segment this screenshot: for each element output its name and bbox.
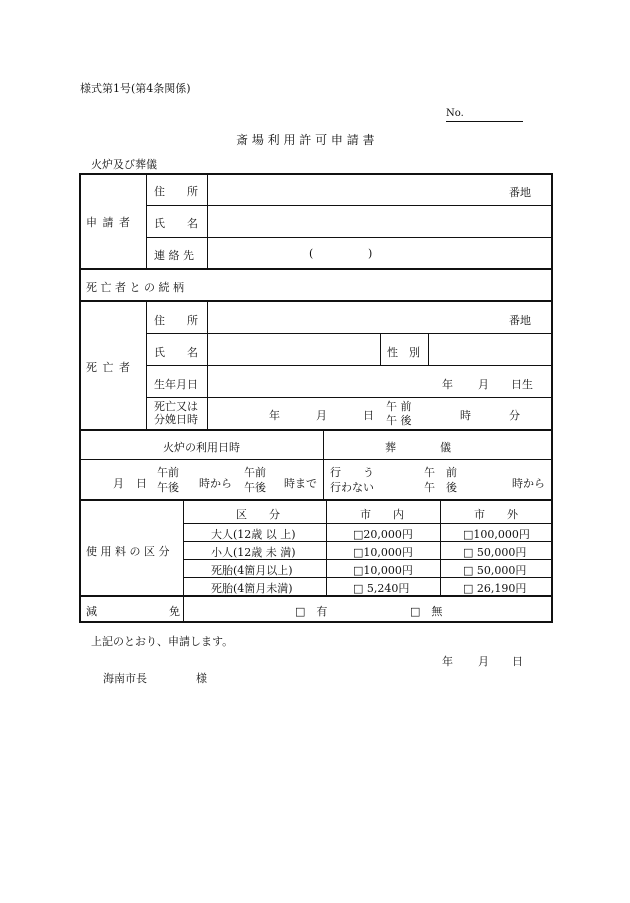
death-hour: 時 — [460, 409, 471, 422]
funeral-not-do: 行わない — [330, 481, 374, 494]
funeral-from: 時から — [512, 477, 545, 490]
deceased-group-label: 死 亡 者 — [86, 361, 131, 374]
fees-group-label: 使 用 料 の 区 分 — [86, 545, 170, 558]
contact-paren-close: ) — [368, 247, 373, 260]
furnace-day: 日 — [136, 477, 147, 490]
addressee: 海南市長 — [103, 672, 147, 685]
honorific: 様 — [196, 672, 207, 685]
funeral-pm: 午 後 — [424, 481, 457, 494]
fees-col-outside: 市 外 — [474, 508, 518, 521]
no-underline — [446, 121, 523, 122]
funeral-label: 葬 儀 — [385, 441, 451, 454]
applicant-name-label: 氏 名 — [154, 217, 198, 230]
page-title: 斎 場 利 用 許 可 申 請 書 — [236, 133, 375, 147]
applicant-address-label: 住 所 — [154, 185, 198, 198]
fee-row-inside: □20,000円 — [353, 528, 413, 541]
furnace-am-2: 午前 — [244, 466, 266, 479]
death-minute: 分 — [509, 409, 520, 422]
furnace-month: 月 — [113, 477, 124, 490]
contact-paren-open: ( — [309, 247, 314, 260]
date-month: 月 — [478, 655, 489, 668]
fee-row-outside: □ 50,000円 — [463, 564, 527, 577]
subtitle: 火炉及び葬儀 — [91, 158, 157, 171]
form-number: 様式第1号(第4条関係) — [80, 82, 191, 95]
funeral-do: 行 う — [330, 466, 374, 479]
statement-text: 上記のとおり、申請します。 — [91, 635, 234, 648]
exemption-no[interactable]: □ 無 — [410, 605, 443, 618]
applicant-contact-label: 連 絡 先 — [154, 249, 194, 262]
deceased-address-label: 住 所 — [154, 314, 198, 327]
fee-row-outside: □100,000円 — [463, 528, 530, 541]
furnace-am-1: 午前 — [157, 466, 179, 479]
fee-row-category: 死胎(4箇月未満) — [211, 582, 293, 595]
birth-year: 年 — [442, 378, 453, 391]
fee-row-inside: □10,000円 — [353, 546, 413, 559]
fee-row-category: 大人(12歳 以 上) — [211, 528, 296, 541]
death-day: 日 — [363, 409, 374, 422]
funeral-am: 午 前 — [424, 466, 457, 479]
fee-row-outside: □ 26,190円 — [463, 582, 527, 595]
furnace-from: 時から — [199, 477, 232, 490]
deceased-address-suffix: 番地 — [509, 314, 531, 327]
furnace-pm-2: 午後 — [244, 481, 266, 494]
death-pm: 午 後 — [386, 414, 412, 427]
exemption-label-right: 免 — [169, 605, 180, 618]
death-year: 年 — [269, 409, 280, 422]
date-year: 年 — [442, 655, 453, 668]
fee-row-outside: □ 50,000円 — [463, 546, 527, 559]
fee-row-category: 小人(12歳 未 満) — [211, 546, 296, 559]
furnace-pm-1: 午後 — [157, 481, 179, 494]
exemption-yes[interactable]: □ 有 — [295, 605, 328, 618]
fees-col-category: 区 分 — [236, 508, 280, 521]
fee-row-inside: □ 5,240円 — [353, 582, 410, 595]
fee-row-category: 死胎(4箇月以上) — [211, 564, 293, 577]
death-label-1: 死亡又は — [154, 400, 198, 413]
date-day: 日 — [512, 655, 523, 668]
fee-row-inside: □10,000円 — [353, 564, 413, 577]
no-label: No. — [446, 108, 464, 119]
applicant-group-label: 申 請 者 — [86, 216, 131, 229]
fees-col-inside: 市 内 — [360, 508, 404, 521]
sex-label: 性 別 — [387, 346, 420, 359]
furnace-label: 火炉の利用日時 — [163, 441, 240, 454]
relation-label: 死 亡 者 と の 続 柄 — [86, 281, 184, 294]
exemption-label-left: 減 — [86, 605, 97, 618]
applicant-address-suffix: 番地 — [509, 186, 531, 199]
death-am: 午 前 — [386, 400, 412, 413]
birth-day: 日生 — [511, 378, 533, 391]
birth-date-label: 生年月日 — [154, 378, 198, 391]
furnace-until: 時まで — [284, 477, 317, 490]
death-label-2: 分娩日時 — [154, 413, 198, 426]
birth-month: 月 — [478, 378, 489, 391]
death-month: 月 — [316, 409, 327, 422]
deceased-name-label: 氏 名 — [154, 346, 198, 359]
